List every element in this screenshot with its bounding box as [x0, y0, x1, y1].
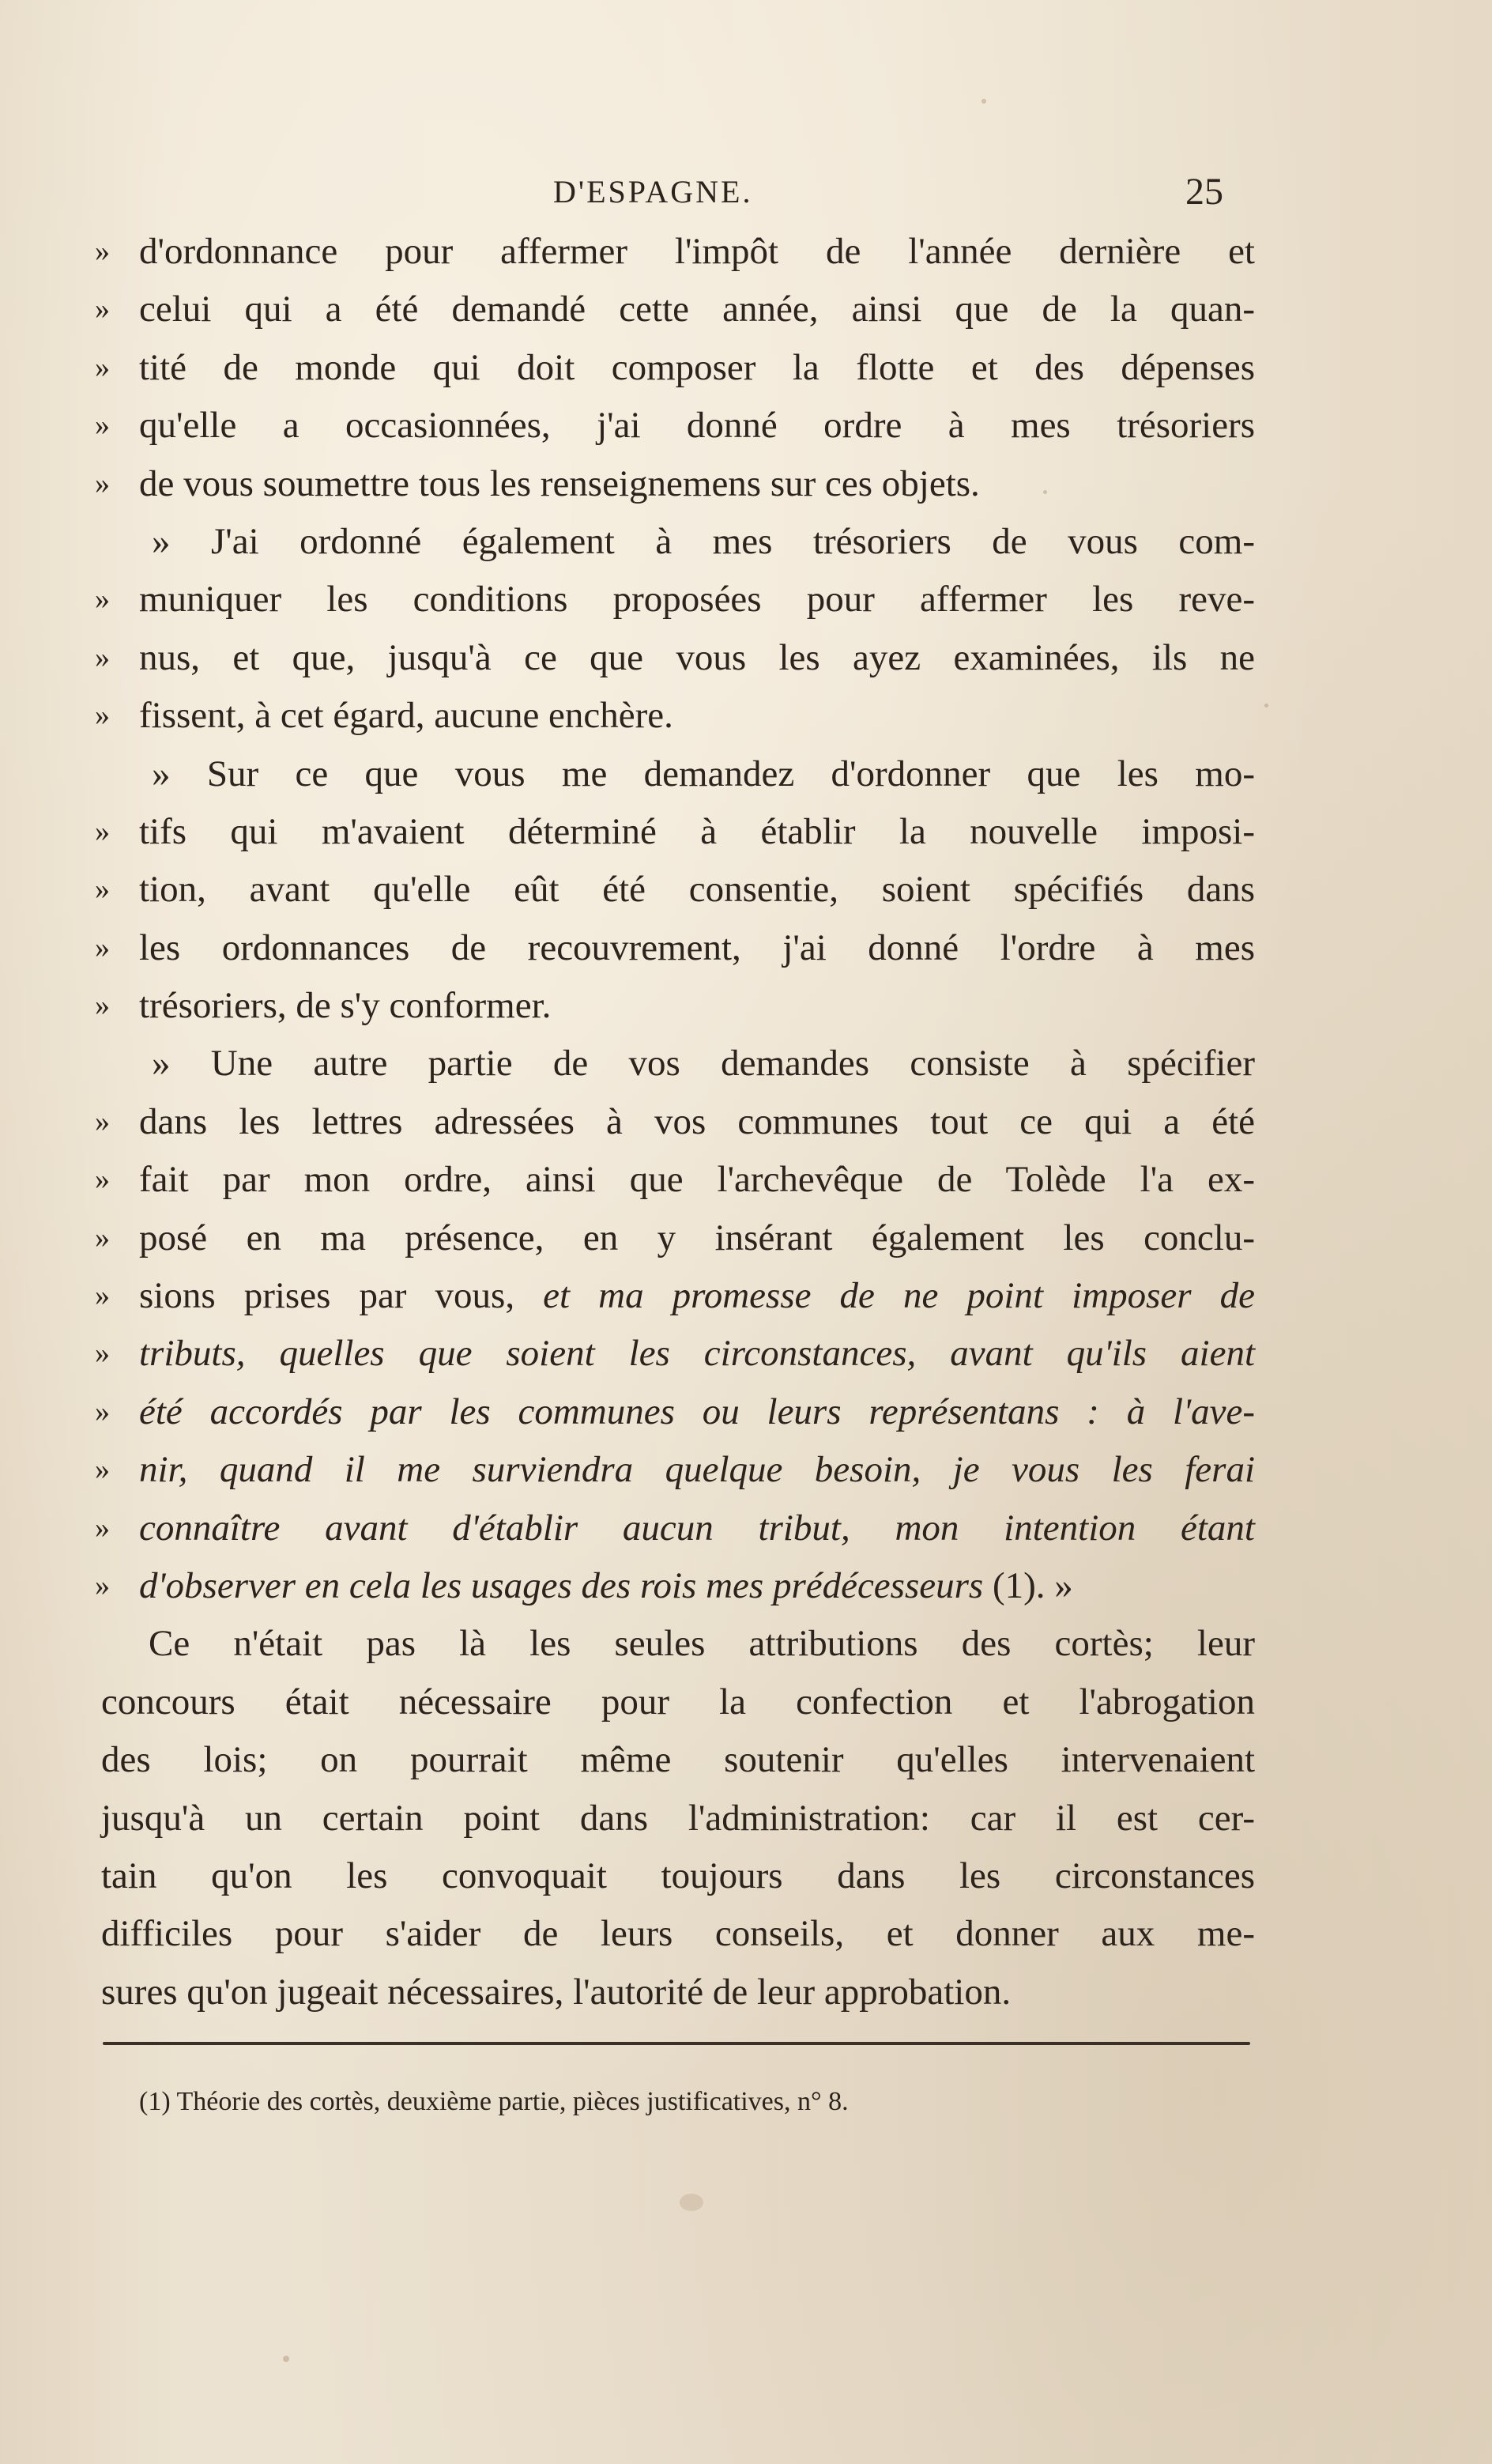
text-line: [101, 1790, 1255, 1847]
quote-mark: »: [95, 350, 110, 384]
text-line: [101, 745, 1255, 803]
quote-mark: »: [95, 1337, 110, 1371]
line-text: qu'elle a occasionnées, j'ai donné ordre à mes trésoriers: [139, 405, 1255, 447]
quote-mark: »: [95, 1511, 110, 1545]
line-text: concours était nécessaire pour la confection et l'abrogation: [101, 1681, 1255, 1723]
text-line: [95, 803, 1255, 861]
line-text: sures qu'on jugeait nécessaires, l'autorité de leur approbation.: [101, 1971, 1012, 2013]
line-text: tifs qui m'avaient déterminé à établir la nouvelle imposi-: [139, 810, 1255, 852]
text-line: [95, 1383, 1255, 1441]
text-line: [95, 1267, 1255, 1325]
line-text: » Sur ce que vous me demandez d'ordonner que les mo-: [152, 753, 1255, 794]
line-text-italic: tributs, quelles que soient les circonstances, avant qu'ils aient: [139, 1333, 1255, 1375]
text-line: [95, 629, 1255, 687]
text-line: [95, 339, 1255, 397]
text-line: [101, 1847, 1255, 1905]
line-text: les ordonnances de recouvrement, j'ai donné l'ordre à mes: [139, 926, 1255, 968]
quote-mark: »: [95, 1279, 110, 1313]
line-text: [139, 1500, 1255, 1557]
text-line: [95, 281, 1255, 338]
text-line: [95, 1500, 1255, 1557]
text-line: [95, 1209, 1255, 1267]
paper-stain: [981, 99, 986, 104]
text-line: [95, 1093, 1255, 1151]
line-text-italic: connaître avant d'établir aucun tribut, mon intention étant: [139, 1507, 1255, 1549]
line-text-tail: (1). »: [983, 1564, 1073, 1606]
text-line: [101, 1905, 1255, 1963]
quote-mark: »: [95, 814, 110, 848]
line-text: [139, 1557, 1255, 1615]
text-line: [95, 223, 1255, 281]
body-text: [95, 223, 1255, 2021]
line-text: jusqu'à un certain point dans l'administration: car il est cer-: [101, 1797, 1255, 1839]
line-text-roman: sions prises par vous,: [139, 1275, 544, 1317]
line-text: celui qui a été demandé cette année, ainsi que de la quan-: [139, 289, 1255, 330]
line-text: posé en ma présence, en y insérant également les conclu-: [139, 1217, 1255, 1258]
page-number: 25: [1185, 171, 1223, 213]
line-text: Ce n'était pas là les seules attributions des cortès; leur: [149, 1623, 1255, 1665]
text-line: [101, 1731, 1255, 1789]
text-line: [95, 1151, 1255, 1209]
text-line: [101, 1615, 1255, 1673]
text-line: [95, 687, 1255, 745]
line-text: fait par mon ordre, ainsi que l'archevêque de Tolède l'a ex-: [139, 1159, 1255, 1201]
text-line: [95, 1557, 1255, 1615]
line-text-italic: nir, quand il me surviendra quelque besoin, je vous les ferai: [139, 1449, 1255, 1491]
quote-mark: »: [95, 1221, 110, 1255]
paper-stain: [283, 2356, 289, 2362]
text-line: [101, 1964, 1255, 2021]
quote-mark: »: [95, 292, 110, 326]
line-text: trésoriers, de s'y conformer.: [139, 985, 552, 1027]
quote-mark: »: [95, 1568, 110, 1602]
line-text-italic: d'observer en cela les usages des rois mes prédécesseurs: [139, 1564, 984, 1606]
quote-mark: »: [95, 583, 110, 617]
text-line: [95, 397, 1255, 455]
quote-mark: »: [95, 640, 110, 674]
paper-stain: [1264, 704, 1268, 708]
quote-mark: »: [95, 409, 110, 443]
line-text: muniquer les conditions proposées pour affermer les reve-: [139, 579, 1255, 621]
paper-stain: [680, 2194, 703, 2211]
line-text: de vous soumettre tous les renseignemens sur ces objets.: [139, 462, 980, 504]
text-line: [95, 455, 1255, 513]
text-line: [95, 571, 1255, 628]
quote-mark: »: [95, 699, 110, 733]
text-line: [95, 919, 1255, 977]
quote-mark: »: [95, 1104, 110, 1138]
page-header: [0, 170, 1492, 217]
line-text: dans les lettres adressées à vos communes tout ce qui a été: [139, 1100, 1255, 1142]
line-text: [139, 1267, 1255, 1325]
text-line: [95, 1325, 1255, 1383]
line-text: tion, avant qu'elle eût été consentie, soient spécifiés dans: [139, 869, 1255, 911]
text-line: [101, 1673, 1255, 1731]
footnote-rule: [103, 2042, 1250, 2045]
line-text: d'ordonnance pour affermer l'impôt de l'année dernière et: [139, 231, 1255, 272]
quote-mark: »: [95, 1453, 110, 1487]
line-text: des lois; on pourrait même soutenir qu'elles intervenaient: [101, 1739, 1255, 1781]
quote-mark: »: [95, 235, 110, 268]
line-text: tain qu'on les convoquait toujours dans les circonstances: [101, 1855, 1255, 1896]
text-line: [95, 861, 1255, 919]
line-text: » J'ai ordonné également à mes trésoriers de vous com-: [152, 520, 1255, 562]
line-text: difficiles pour s'aider de leurs conseils, et donner aux me-: [101, 1913, 1255, 1955]
line-text: [139, 1383, 1255, 1441]
line-text: tité de monde qui doit composer la flotte et des dépenses: [139, 346, 1255, 388]
text-line: [95, 1441, 1255, 1499]
quote-mark: »: [95, 1163, 110, 1197]
line-text: [139, 1441, 1255, 1499]
line-text: fissent, à cet égard, aucune enchère.: [139, 695, 673, 737]
quote-mark: »: [95, 466, 110, 500]
text-line: [95, 977, 1255, 1035]
line-text-italic: et ma promesse de ne point imposer de: [543, 1275, 1255, 1317]
line-text: nus, et que, jusqu'à ce que vous les ayez examinées, ils ne: [139, 636, 1255, 678]
line-text: [139, 1325, 1255, 1383]
text-line: [101, 513, 1255, 571]
quote-mark: »: [95, 930, 110, 964]
quote-mark: »: [95, 873, 110, 907]
quote-mark: »: [95, 1394, 110, 1428]
line-text-italic: été accordés par les communes ou leurs représentans : à l'ave-: [139, 1390, 1255, 1432]
footnote: (1) Théorie des cortès, deuxième partie, pièces justificatives, n° 8.: [139, 2087, 849, 2116]
text-line: [101, 1035, 1255, 1092]
line-text: » Une autre partie de vos demandes consiste à spécifier: [152, 1043, 1255, 1085]
quote-mark: »: [95, 989, 110, 1023]
running-head: D'ESPAGNE.: [553, 174, 753, 209]
